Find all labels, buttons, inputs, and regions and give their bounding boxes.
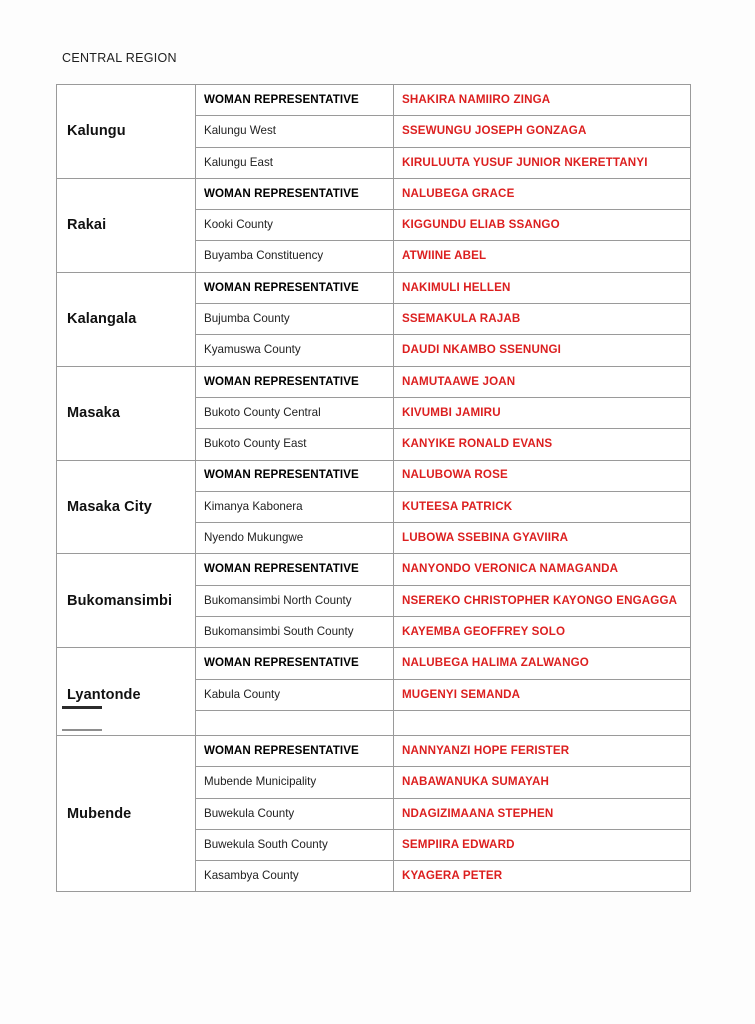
table-body: [57, 736, 691, 892]
constituency-name-cell: Bujumba County: [196, 304, 394, 335]
candidate-name-cell: NALUBEGA GRACE: [394, 178, 691, 209]
constituency-name-cell: Kalungu West: [196, 116, 394, 147]
underline-mark-mubende: [62, 729, 102, 731]
candidate-name-cell: NALUBEGA HALIMA ZALWANGO: [394, 648, 691, 679]
woman-representative-label-cell: WOMAN REPRESENTATIVE: [196, 460, 394, 491]
candidate-name-cell: DAUDI NKAMBO SSENUNGI: [394, 335, 691, 366]
table-row: [57, 736, 691, 767]
candidate-name-cell: MUGENYI SEMANDA: [394, 679, 691, 710]
constituency-name-cell: Kalungu East: [196, 147, 394, 178]
woman-representative-label-cell: WOMAN REPRESENTATIVE: [196, 366, 394, 397]
constituency-name-cell: Kyamuswa County: [196, 335, 394, 366]
candidate-name-cell: LUBOWA SSEBINA GYAVIIRA: [394, 523, 691, 554]
constituency-name-cell: Nyendo Mukungwe: [196, 523, 394, 554]
constituency-name-cell: Buwekula County: [196, 798, 394, 829]
constituency-name-cell: Kabula County: [196, 679, 394, 710]
constituency-name-cell: Bukomansimbi South County: [196, 617, 394, 648]
woman-representative-label-cell: WOMAN REPRESENTATIVE: [196, 272, 394, 303]
table-row: [57, 178, 691, 209]
constituency-name-cell: Buyamba Constituency: [196, 241, 394, 272]
constituency-name-cell: Kooki County: [196, 210, 394, 241]
candidate-name-cell: SSEMAKULA RAJAB: [394, 304, 691, 335]
candidate-name-cell: ATWIINE ABEL: [394, 241, 691, 272]
district-name-cell: Kalungu: [57, 85, 196, 179]
candidate-name-cell: KANYIKE RONALD EVANS: [394, 429, 691, 460]
candidate-name-cell: SEMPIIRA EDWARD: [394, 829, 691, 860]
candidate-name-cell: SSEWUNGU JOSEPH GONZAGA: [394, 116, 691, 147]
district-name-cell: Rakai: [57, 178, 196, 272]
constituency-name-cell: Kimanya Kabonera: [196, 491, 394, 522]
constituency-name-cell: Kasambya County: [196, 861, 394, 892]
woman-representative-label-cell: WOMAN REPRESENTATIVE: [196, 736, 394, 767]
candidate-name-cell: KIRULUUTA YUSUF JUNIOR NKERETTANYI: [394, 147, 691, 178]
table-row: [57, 272, 691, 303]
page-title: CENTRAL REGION: [62, 51, 177, 65]
district-name-cell: Lyantonde: [57, 648, 196, 742]
table-row: [57, 648, 691, 679]
woman-representative-label-cell: WOMAN REPRESENTATIVE: [196, 178, 394, 209]
central-region-results-table: [56, 84, 691, 742]
candidate-name-cell: NABAWANUKA SUMAYAH: [394, 767, 691, 798]
district-name-cell: Masaka City: [57, 460, 196, 554]
candidate-name-cell: NANYONDO VERONICA NAMAGANDA: [394, 554, 691, 585]
woman-representative-label-cell: WOMAN REPRESENTATIVE: [196, 85, 394, 116]
district-name-cell: Kalangala: [57, 272, 196, 366]
woman-representative-label-cell: WOMAN REPRESENTATIVE: [196, 648, 394, 679]
candidate-name-cell: NANNYANZI HOPE FERISTER: [394, 736, 691, 767]
woman-representative-label-cell: WOMAN REPRESENTATIVE: [196, 554, 394, 585]
table-row: [57, 554, 691, 585]
candidate-name-cell: KUTEESA PATRICK: [394, 491, 691, 522]
district-name-cell: Bukomansimbi: [57, 554, 196, 648]
candidate-name-cell: KIGGUNDU ELIAB SSANGO: [394, 210, 691, 241]
candidate-name-cell: KIVUMBI JAMIRU: [394, 397, 691, 428]
district-name-cell: Masaka: [57, 366, 196, 460]
table-row: [57, 85, 691, 116]
constituency-name-cell: Bukoto County East: [196, 429, 394, 460]
candidate-name-cell: NDAGIZIMAANA STEPHEN: [394, 798, 691, 829]
candidate-name-cell: KAYEMBA GEOFFREY SOLO: [394, 617, 691, 648]
table-row: [57, 460, 691, 491]
candidate-name-cell: NAKIMULI HELLEN: [394, 272, 691, 303]
constituency-name-cell: Buwekula South County: [196, 829, 394, 860]
candidate-name-cell: KYAGERA PETER: [394, 861, 691, 892]
underline-mark-lyantonde: [62, 706, 102, 709]
candidate-name-cell: NSEREKO CHRISTOPHER KAYONGO ENGAGGA: [394, 585, 691, 616]
candidate-name-cell: NALUBOWA ROSE: [394, 460, 691, 491]
constituency-name-cell: Bukomansimbi North County: [196, 585, 394, 616]
candidate-name-cell: NAMUTAAWE JOAN: [394, 366, 691, 397]
candidate-name-cell: SHAKIRA NAMIIRO ZINGA: [394, 85, 691, 116]
table-row: [57, 366, 691, 397]
mubende-results-table: [56, 735, 691, 892]
table-body: [57, 85, 691, 742]
constituency-name-cell: Mubende Municipality: [196, 767, 394, 798]
constituency-name-cell: Bukoto County Central: [196, 397, 394, 428]
district-name-cell: Mubende: [57, 736, 196, 892]
